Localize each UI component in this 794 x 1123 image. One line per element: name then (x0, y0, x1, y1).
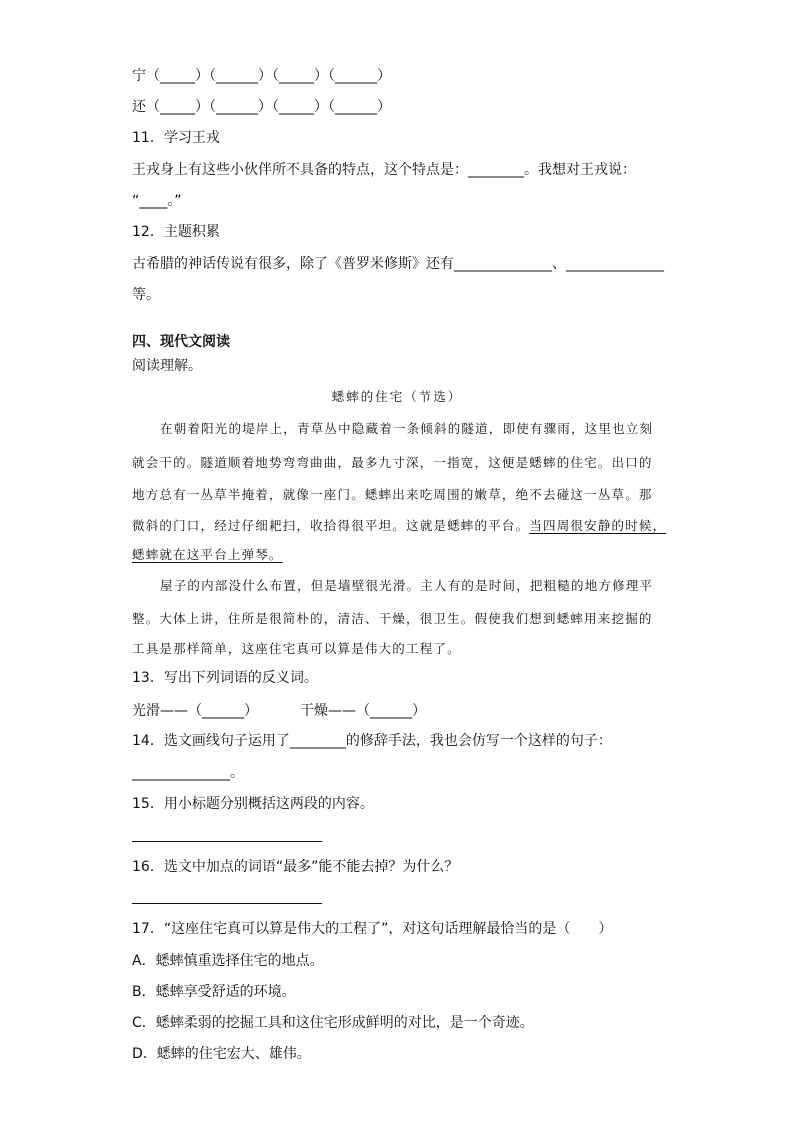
q13-item-a[interactable]: 光滑——（______） (132, 703, 258, 719)
q17-option-a[interactable]: A．蟋蟀慎重选择住宅的地点。 (132, 953, 324, 969)
reading-intro: 阅读理解。 (132, 358, 202, 374)
passage-line: 屋子的内部没什么布置，但是墙壁很光滑。主人有的是时间，把粗糙的地方修理平 (160, 578, 654, 593)
q14-answer-blank[interactable]: ______________。 (132, 765, 244, 781)
q11-title: 11．学习王戎 (132, 130, 220, 146)
underlined-sentence: 当四周很安静的时候， (529, 518, 667, 533)
q17-option-b[interactable]: B．蟋蟀享受舒适的环境。 (132, 984, 296, 1000)
q14-title: 14．选文画线句子运用了________的修辞手法，我也会仿写一个这样的句子： (132, 733, 612, 749)
passage-title: 蟋蟀的住宅（节选） (331, 389, 463, 404)
passage-line: 在朝着阳光的堤岸上，青草丛中隐藏着一条倾斜的隧道，即使有骤雨，这里也立刻 (160, 421, 654, 436)
q11-body-1: 王戎身上有这些小伙伴所不具备的特点，这个特点是：________。我想对王戎说： (132, 162, 636, 178)
q15-title: 15．用小标题分别概括这两段的内容。 (132, 796, 374, 812)
ning-row: 宁（_____）（______）（_____）（______） (132, 68, 391, 84)
q13-title: 13．写出下列词语的反义词。 (132, 670, 318, 686)
q17-title: 17．“这座住宅真可以算是伟大的工程了”，对这句话理解最恰当的是（ ） (132, 921, 613, 937)
passage-line: 工具是那样简单，这座住宅真可以算是伟大的工程了。 (132, 641, 461, 656)
underlined-sentence: 蟋蟀就在这平台上弹琴。 (132, 547, 283, 562)
passage-line: 整。大体上讲，住所是很简朴的，清洁、干燥，很卫生。假使我们想到蟋蟀用来挖掘的 (132, 611, 653, 626)
q17-option-c[interactable]: C．蟋蟀柔弱的挖掘工具和这住宅形成鲜明的对比，是一个奇迹。 (132, 1015, 534, 1031)
passage-text: 微斜的门口，经过仔细耙扫，收拾得很平坦。这就是蟋蟀的平台。 (132, 518, 530, 533)
q12-body-2: 等。 (132, 287, 160, 303)
passage-line (132, 516, 666, 536)
q15-answer-line[interactable] (132, 841, 322, 842)
q16-title: 16．选文中加点的词语“最多”能不能去掉？为什么？ (132, 859, 459, 875)
q17-option-d[interactable]: D．蟋蟀的住宅宏大、雄伟。 (132, 1046, 311, 1062)
section-heading: 四、现代文阅读 (132, 334, 230, 350)
q12-title: 12．主题积累 (132, 224, 220, 240)
passage-line: 地方总有一丛草半掩着，就像一座门。蟋蟀出来吃周围的嫩草，绝不去碰这一丛草。那 (132, 487, 653, 502)
huan-row: 还（_____）（______）（_____）（______） (132, 99, 391, 115)
q12-body-1: 古希腊的神话传说有很多，除了《普罗米修斯》还有______________、______________ (132, 256, 664, 272)
q16-answer-line[interactable] (132, 903, 322, 904)
q11-body-2: “____。” (132, 193, 182, 209)
q13-item-b[interactable]: 干燥——（______） (300, 703, 426, 719)
passage-line: 就会干的。隧道顺着地势弯弯曲曲，最多九寸深，一指宽，这便是蟋蟀的住宅。出口的 (132, 455, 653, 470)
